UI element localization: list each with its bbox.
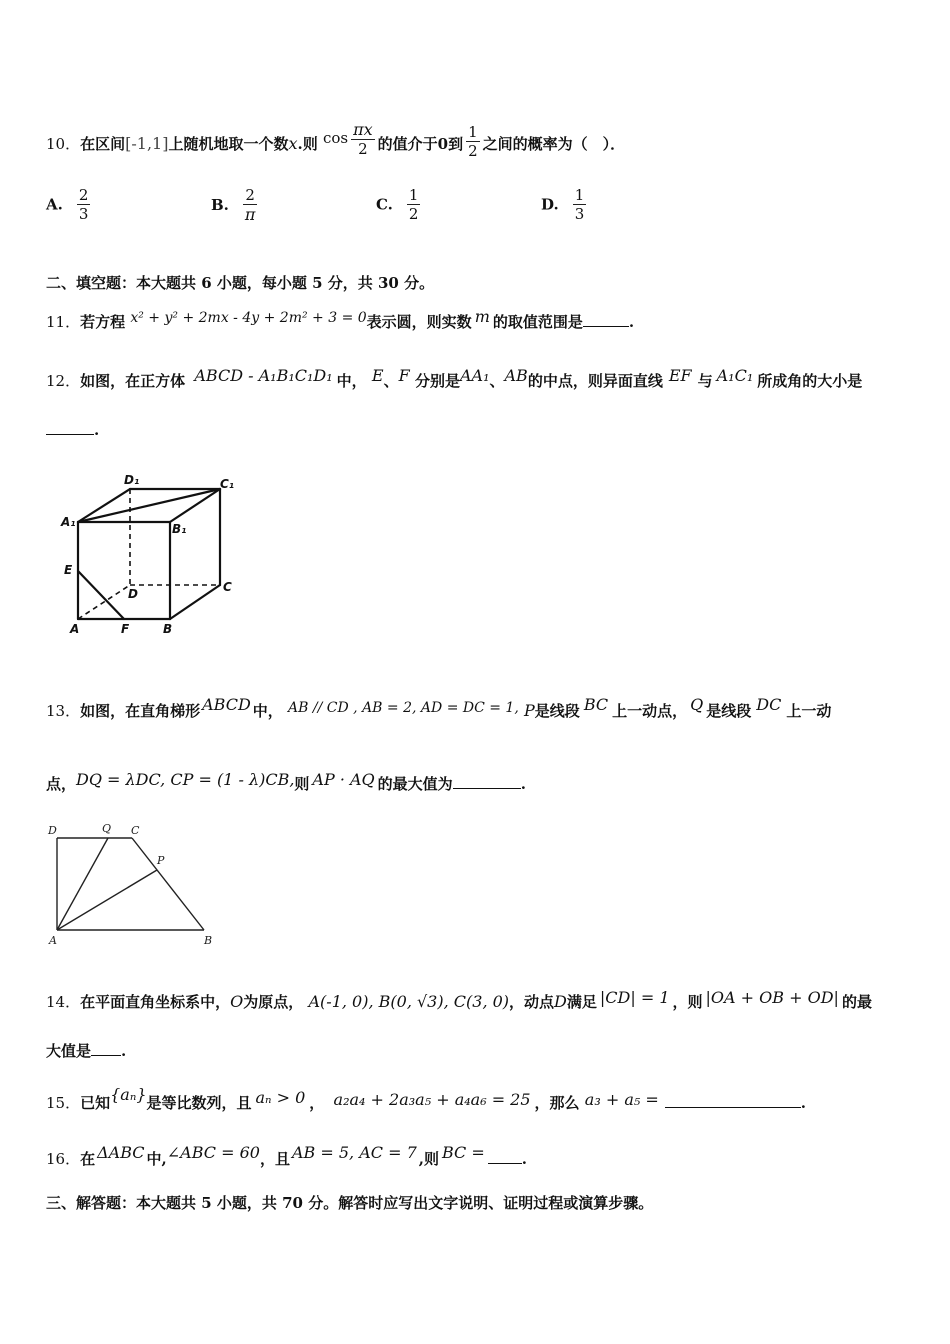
cube-label-c: C	[223, 580, 232, 594]
option-d[interactable]: D. $\frac{1}{3}$	[541, 186, 585, 223]
cube-label-d: D	[128, 587, 138, 601]
trap-label-c: C	[131, 824, 140, 837]
option-b[interactable]: B. $\frac{2}{\pi}$	[211, 186, 256, 224]
q12-answer-blank[interactable]	[46, 420, 94, 435]
cube-label-c1: C₁	[220, 477, 235, 491]
q15-answer-blank[interactable]	[665, 1093, 801, 1108]
section-3-heading: 三、解答题：本大题共 5 小题，共 70 分。解答时应写出文字说明、证明过程或演算步骤。	[46, 1194, 654, 1212]
cube-label-a1: A₁	[61, 515, 76, 529]
q11-equation: x² + y² + 2mx - 4y + 2m² + 3 = 0	[130, 310, 367, 326]
question-11: 11．若方程 x² + y² + 2mx - 4y + 2m² + 3 = 0表示圆，则实数 m 的取值范围是 .	[46, 307, 635, 331]
trap-label-d: D	[48, 824, 57, 837]
cube-label-b: B	[163, 622, 173, 636]
q10-half: $\frac{1}{2}$	[468, 122, 478, 160]
q10-cos: cos	[322, 129, 349, 147]
cube-label-a: A	[70, 622, 80, 636]
question-14: 14．在平面直角坐标系中，O为原点， A(-1, 0), B(0, √3), C(3, 0)，动点D满足 |CD| = 1 ，则 |OA + OB + OD| 的最	[46, 988, 872, 1011]
option-a[interactable]: A. $\frac{2}{3}$	[46, 186, 89, 223]
question-10: 10．在区间[-1,1]上随机地取一个数x.则 cos $\frac{\pi x}{2}$ 的值介于0到 $\frac{1}{2}$ 之间的概率为（ ）．	[46, 120, 626, 160]
q10-number: 10．	[46, 135, 81, 153]
section-2-heading: 二、填空题：本大题共 6 小题，每小题 5 分，共 30 分。	[46, 274, 435, 292]
question-15: 15．已知{aₙ}是等比数列，且 aₙ > 0 ， a₂a₄ + 2a₃a₅ + a₄a₆ = 25 ，那么 a₃ + a₅ = .	[46, 1085, 807, 1112]
q11-answer-blank[interactable]	[583, 312, 629, 327]
cube-label-e: E	[64, 563, 73, 577]
trap-label-q: Q	[102, 822, 112, 835]
cube-label-f: F	[121, 622, 130, 636]
question-16: 16．在 ΔABC 中,∠ABC = 60，且 AB = 5, AC = 7 ,则 BC = .	[46, 1143, 528, 1168]
cube-label-d1: D₁	[124, 473, 140, 487]
trap-label-b: B	[204, 934, 213, 947]
question-12-answer: .	[46, 420, 99, 439]
q10-fraction: $\frac{\pi x}{2}$	[353, 120, 373, 158]
q14-answer-blank[interactable]	[91, 1041, 121, 1056]
q10-interval: [-1,1]	[125, 134, 169, 153]
cube-diagram	[58, 470, 258, 640]
question-14-cont: 大值是 .	[46, 1042, 127, 1060]
question-12: 12．如图，在正方体 ABCD - A₁B₁C₁D₁ 中， E、F 分别是AA₁、AB的中点，则异面直线 EF 与 A₁C₁ 所成角的大小是	[46, 366, 863, 390]
question-13-cont: 点，DQ = λDC, CP = (1 - λ)CB,则 AP · AQ 的最大值为 .	[46, 770, 526, 793]
trap-label-p: P	[157, 854, 165, 867]
trapezoid-diagram	[44, 820, 244, 950]
trap-label-a: A	[49, 934, 57, 947]
q16-answer-blank[interactable]	[488, 1149, 522, 1164]
q13-answer-blank[interactable]	[453, 774, 521, 789]
question-13: 13．如图，在直角梯形 ABCD 中， AB // CD , AB = 2, AD = DC = 1, P是线段 BC 上一动点， Q 是线段 DC 上一动	[46, 695, 832, 720]
option-c[interactable]: C. $\frac{1}{2}$	[376, 186, 419, 223]
cube-label-b1: B₁	[172, 522, 187, 536]
